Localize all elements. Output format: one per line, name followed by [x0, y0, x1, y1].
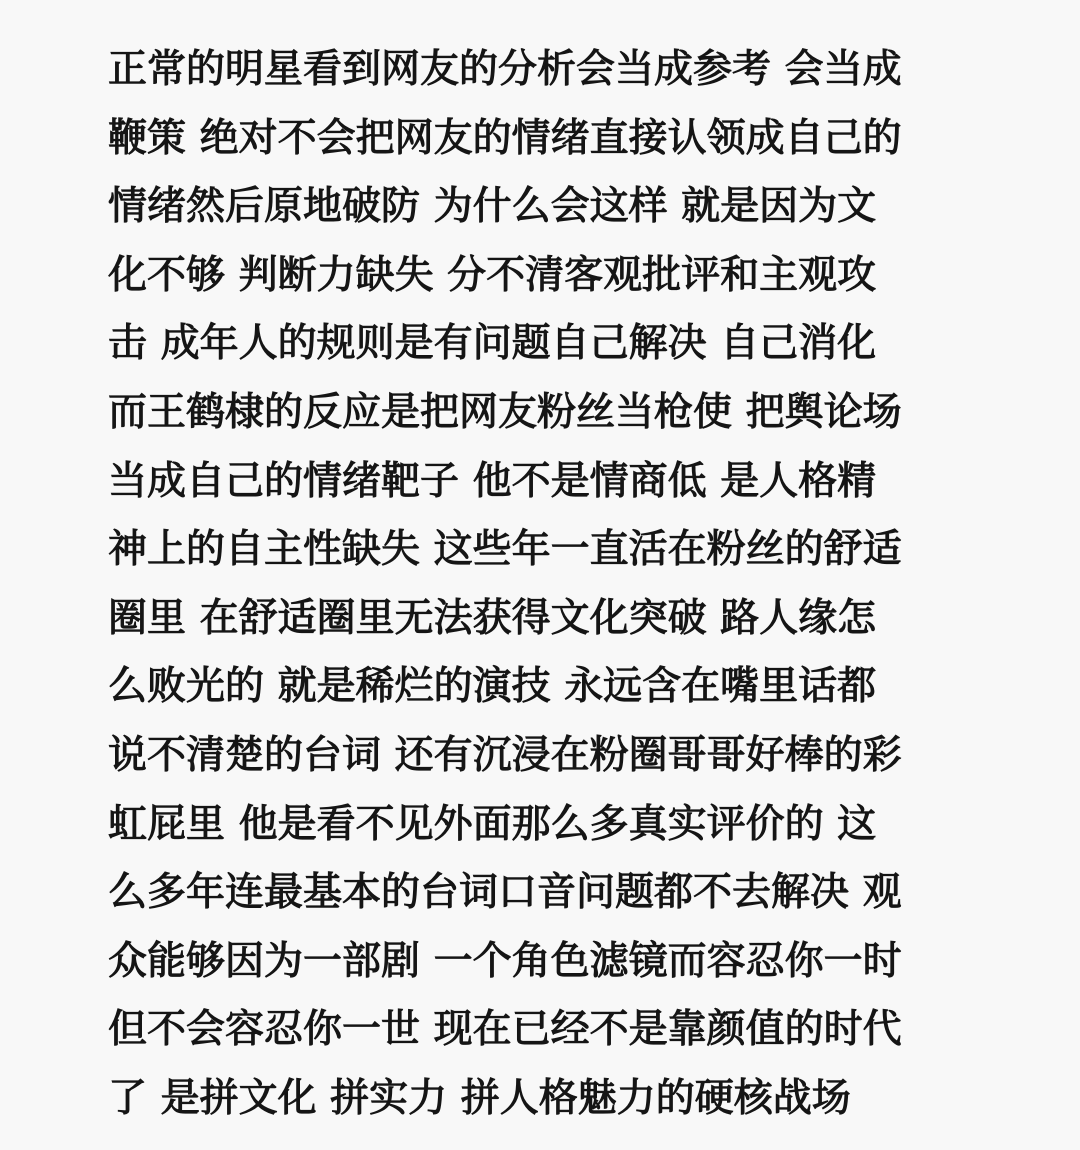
text-line: 鞭策 绝对不会把网友的情绪直接认领成自己的: [108, 115, 902, 161]
text-line: 而王鹤棣的反应是把网友粉丝当枪使 把舆论场: [108, 389, 902, 435]
post-body: [108, 36, 978, 1134]
text-line: 但不会容忍你一世 现在已经不是靠颜值的时代: [108, 1007, 902, 1053]
text-line: 神上的自主性缺失 这些年一直活在粉丝的舒适: [108, 527, 902, 573]
text-line: 么败光的 就是稀烂的演技 永远含在嘴里话都: [108, 664, 877, 710]
text-line: 圈里 在舒适圈里无法获得文化突破 路人缘怎: [108, 595, 877, 641]
text-line: 击 成年人的规则是有问题自己解决 自己消化: [108, 321, 877, 367]
text-line: 么多年连最基本的台词口音问题都不去解决 观: [108, 870, 902, 916]
text-line: 众能够因为一部剧 一个角色滤镜而容忍你一时: [108, 938, 902, 984]
text-line: 情绪然后原地破防 为什么会这样 就是因为文: [108, 184, 877, 230]
text-line: 虹屁里 他是看不见外面那么多真实评价的 这: [108, 801, 877, 847]
text-line: 正常的明星看到网友的分析会当成参考 会当成: [108, 47, 902, 92]
text-line: 说不清楚的台词 还有沉浸在粉圈哥哥好棒的彩: [108, 732, 902, 778]
text-line: 化不够 判断力缺失 分不清客观批评和主观攻: [108, 252, 877, 298]
text-line: 了 是拼文化 拼实力 拼人格魅力的硬核战场: [108, 1075, 851, 1121]
text-line: 当成自己的情绪靶子 他不是情商低 是人格精: [108, 458, 877, 504]
